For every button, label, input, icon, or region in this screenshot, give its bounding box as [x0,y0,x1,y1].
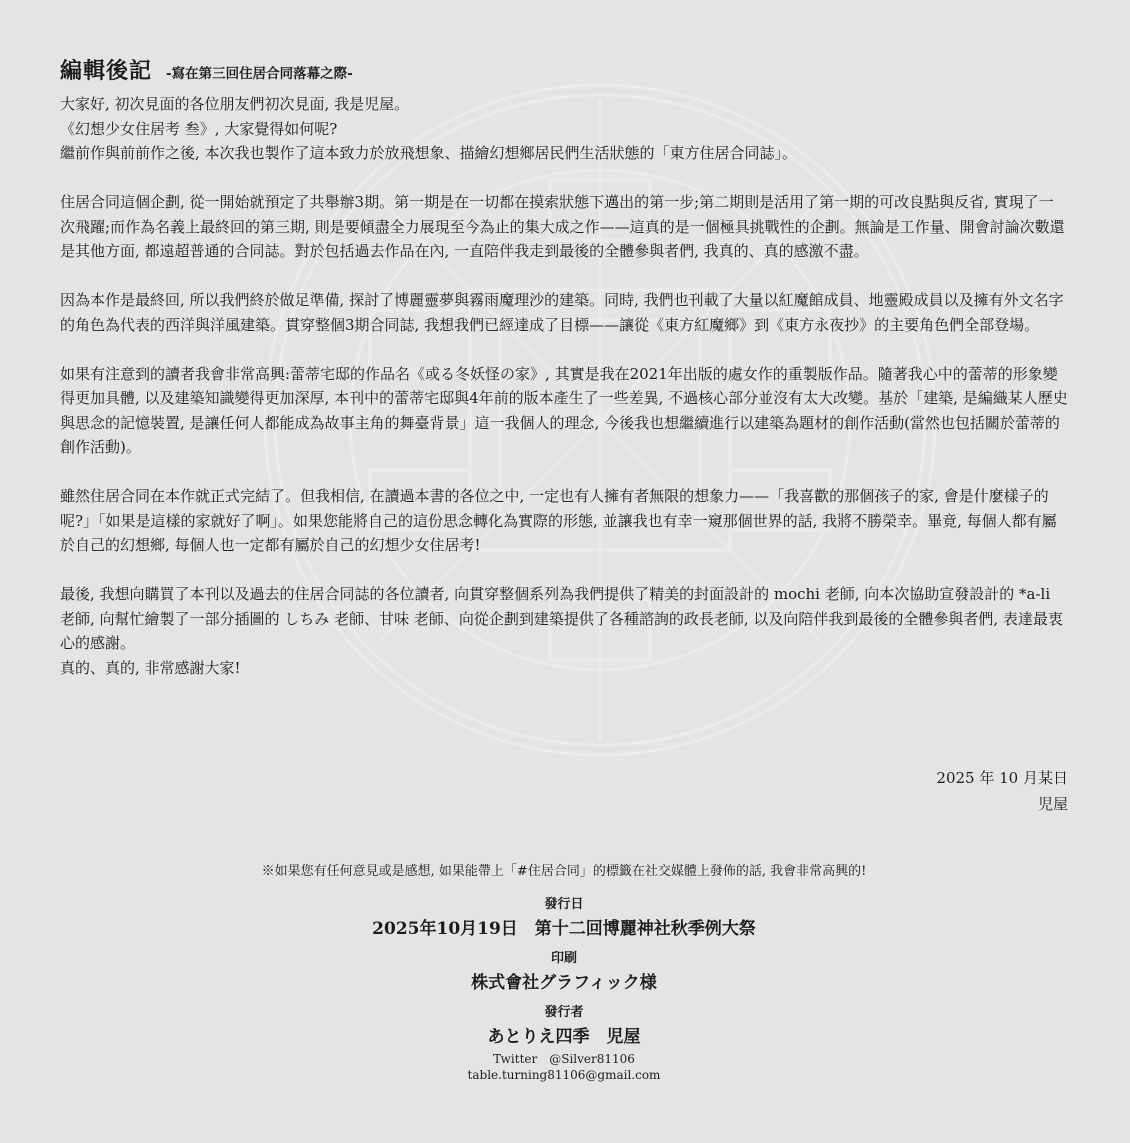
text-line: 《幻想少女住居考 叁》, 大家覺得如何呢? [60,119,338,138]
publisher-label: 發行者 [544,1005,584,1020]
issue-date-label: 發行日 [544,897,584,912]
page-subtitle: -寫在第三回住居合同落幕之際- [166,66,353,82]
text-line: 最後, 我想向購買了本刊以及過去的住居合同誌的各位讀者, 向貫穿整個系列為我們提供了精美的封面設計的 mochi 老師, 向本次協助宣發設計的 *a-li 老師, 向幫忙繪製了一部分插圖的 しちみ 老師、甘味 老師、向從企劃到建築提供了各種諮詢的政長老師, 以及向陪伴我到最後的全體參與者們, 表達最衷心的感謝。 [60,585,1063,652]
feedback-note: ※如果您有任何意見或是感想, 如果能帶上「#住居合同」的標籤在社交媒體上發佈的話, 我會非常高興的! [261,864,867,879]
paragraph [60,582,1068,680]
text-line: 繼前作與前前作之後, 本次我也製作了這本致力於放飛想象、描繪幻想鄉居民們生活狀態的「東方住居合同誌」。 [60,144,798,162]
signoff [936,765,1068,817]
signoff-name: 児屋 [1037,795,1068,813]
page-title: 編輯後記 [60,58,153,84]
paragraph [60,484,1068,558]
printer-value: 株式會社グラフィック様 [471,973,657,993]
paragraph [60,362,1068,460]
signoff-date: 2025 年 10 月某日 [936,769,1068,787]
twitter-handle: Twitter @Silver81106 [493,1052,635,1066]
afterword-body [60,92,1068,680]
issue-date-value: 2025年10月19日 第十二回博麗神社秋季例大祭 [372,919,756,939]
publisher-value: あとりえ四季 児屋 [487,1027,641,1047]
printer-label: 印刷 [550,951,577,966]
paragraph [60,190,1068,264]
colophon [60,860,1068,1083]
text-line: 住居合同這個企劃, 從一開始就預定了共舉辦3期。第一期是在一切都在摸索狀態下邁出的第一步;第二期則是活用了第一期的可改良點與反省, 實現了一次飛躍;而作為名義上最終回的第三期, 則是要傾盡全力展現至今為止的集大成之作——這真的是一個極具挑戰性的企劃。無論是工作量、開會討論次數還是其他方面, 都遠超普通的合同誌。對於包括過去作品在內, 一直陪伴我走到最後的全體參與者們, 我真的、真的感激不盡。 [60,193,1065,260]
text-line: 如果有注意到的讀者我會非常高興:蕾蒂宅邸的作品名《或る冬妖怪の家》, 其實是我在2021年出版的處女作的重製版作品。隨著我心中的蕾蒂的形象變得更加具體, 以及建築知識變得更加深厚, 本刊中的蕾蒂宅邸與4年前的版本產生了一些差異, 不過核心部分並沒有太大改變。基於「建築, 是編織某人歷史與思念的記憶裝置, 是讓任何人都能成為故事主角的舞臺背景」這一我個人的理念, 今後我也想繼續進行以建築為題材的創作活動(當然也包括關於蕾蒂的創作活動)。 [60,364,1068,456]
text-line: 大家好, 初次見面的各位朋友們初次見面, 我是児屋。 [60,95,410,113]
text-line: 因為本作是最終回, 所以我們終於做足準備, 探討了博麗靈夢與霧雨魔理沙的建築。同時, 我們也刊載了大量以紅魔館成員、地靈殿成員以及擁有外文名字的角色為代表的西洋與洋風建築。貫穿整個3期合同誌, 我想我們已經達成了目標——讓從《東方紅魔鄉》到《東方永夜抄》的主要角色們全部登場。 [60,291,1064,334]
contact-email: table.turning81106@gmail.com [467,1068,661,1082]
paragraph [60,288,1068,337]
heading [60,54,353,85]
paragraph [60,92,1068,166]
text-line: 真的、真的, 非常感謝大家! [60,658,241,677]
text-line: 雖然住居合同在本作就正式完結了。但我相信, 在讀過本書的各位之中, 一定也有人擁有者無限的想象力——「我喜歡的那個孩子的家, 會是什麼樣子的呢?」「如果是這樣的家就好了啊」。如果您能將自己的這份思念轉化為實際的形態, 並讓我也有幸一窺那個世界的話, 我將不勝榮幸。畢竟, 每個人都有屬於自己的幻想鄉, 每個人也一定都有屬於自己的幻想少女住居考! [60,487,1057,554]
